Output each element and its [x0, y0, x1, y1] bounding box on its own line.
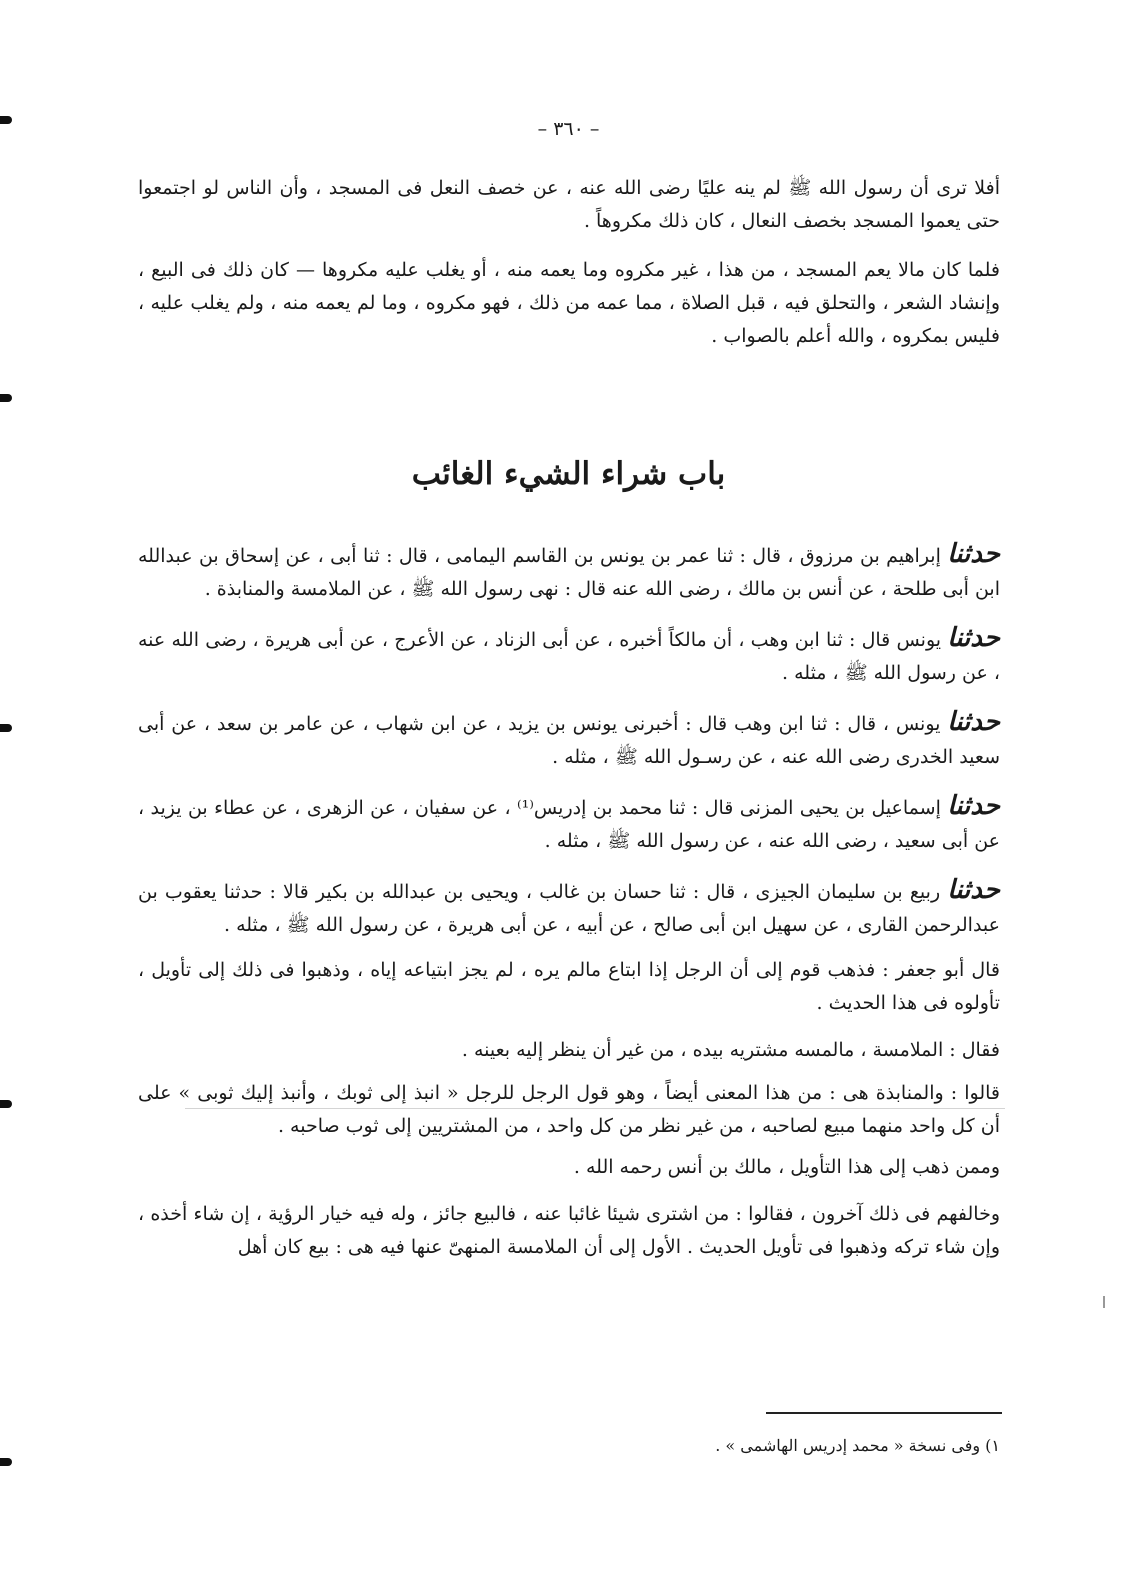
footnote-rule	[766, 1412, 1002, 1414]
hadith-paragraph	[138, 538, 1000, 606]
hadith-paragraph	[138, 874, 1000, 942]
scan-artifact-mark	[1103, 1296, 1105, 1308]
opening-section	[138, 172, 1000, 353]
hadith-text: إسماعيل بن يحيى المزنى قال : ثنا محمد بن إدريس⁽¹⁾ ، عن سفيان ، عن الزهرى ، عن عطاء بن يزيد ، عن أبى سعيد ، رضى الله عنه ، عن رسول الله ﷺ ، مثله .	[138, 797, 1000, 852]
hadith-paragraph	[138, 622, 1000, 690]
hadith-opener: حدثنا	[947, 707, 1000, 737]
paragraph: فلما كان مالا يعم المسجد ، من هذا ، غير مكروه وما يعمه منه ، أو يغلب عليه مكروها — كان ذلك فى البيع ، وإنشاد الشعر ، والتحلق فيه ، قبل الصلاة ، مما عمه من ذلك ، فهو مكروه ، وما لم يعمه منه ، ولم يغلب عليه ، فليس بمكروه ، والله أعلم بالصواب .	[138, 259, 1000, 347]
page-number: – ٣٦٠ –	[537, 118, 600, 140]
hadith-paragraph	[138, 790, 1000, 858]
scan-edge-mark	[0, 1458, 12, 1466]
paragraph: أفلا ترى أن رسول الله ﷺ لم ينه عليًا رضى الله عنه ، عن خصف النعل فى المسجد ، وأن الناس لو اجتمعوا حتى يعموا المسجد بخصف النعال ، كان ذلك مكروهاً .	[138, 177, 1000, 232]
hadith-section	[138, 538, 1000, 1264]
hadith-opener: حدثنا	[947, 539, 1000, 569]
footnote: ١) وفى نسخة « محمد إدريس الهاشمى » .	[715, 1436, 1000, 1455]
scan-edge-mark	[0, 394, 12, 402]
discussion-paragraph: قالوا : والمنابذة هى : من هذا المعنى أيضاً ، وهو قول الرجل للرجل « انبذ إلى ثوبك ، وأنبذ إليك ثوبى » على أن كل واحد منهما مبيع لصاحبه ، من غير نظر من كل واحد ، من المشتريين إلى ثوب صاحبه .	[138, 1082, 1000, 1137]
chapter-title: باب شراء الشيء الغائب	[411, 456, 726, 492]
discussion-paragraph: وممن ذهب إلى هذا التأويل ، مالك بن أنس رحمه الله .	[573, 1156, 1000, 1178]
hadith-text: يونس ، قال : ثنا ابن وهب قال : أخبرنى يونس بن يزيد ، عن ابن شهاب ، عن عامر بن سعد ، عن أبى سعيد الخدرى رضى الله عنه ، عن رسـول الله ﷺ ، مثله .	[138, 713, 1000, 768]
scan-edge-mark	[0, 724, 12, 732]
hadith-opener: حدثنا	[947, 875, 1000, 905]
discussion-paragraph: وخالفهم فى ذلك آخرون ، فقالوا : من اشترى شيئا غائبا عنه ، فالبيع جائز ، وله فيه خيار الرؤية ، إن شاء أخذه ، وإن شاء تركه وذهبوا فى تأويل الحديث . الأول إلى أن الملامسة المنهىّ عنها فيه هى : بيع كان أهل	[138, 1203, 1000, 1258]
hadith-text: يونس قال : ثنا ابن وهب ، أن مالكاً أخبره ، عن أبى الزناد ، عن الأعرج ، عن أبى هريرة ، رضى الله عنه ، عن رسول الله ﷺ ، مثله .	[138, 629, 1000, 684]
hadith-text: ربيع بن سليمان الجيزى ، قال : ثنا حسان بن غالب ، ويحيى بن عبدالله بن بكير قالا : حدثنا يعقوب بن عبدالرحمن القارى ، عن سهيل ابن أبى صالح ، عن أبيه ، عن أبى هريرة ، عن رسول الله ﷺ ، مثله .	[138, 881, 1000, 936]
hadith-text: إبراهيم بن مرزوق ، قال : ثنا عمر بن يونس بن القاسم اليمامى ، قال : ثنا أبى ، عن إسحاق بن عبدالله ابن أبى طلحة ، عن أنس بن مالك ، رضى الله عنه قال : نهى رسول الله ﷺ ، عن الملامسة والمنابذة .	[138, 545, 1000, 600]
scan-edge-mark	[0, 1100, 12, 1108]
discussion-paragraph: فقال : الملامسة ، مالمسه مشتريه بيده ، من غير أن ينظر إليه بعينه .	[461, 1039, 1000, 1061]
hadith-opener: حدثنا	[947, 623, 1000, 653]
discussion-paragraph: قال أبو جعفر : فذهب قوم إلى أن الرجل إذا ابتاع مالم يره ، لم يجز ابتياعه إياه ، وذهبوا فى ذلك إلى تأويل ، تأولوه فى هذا الحديث .	[138, 959, 1000, 1014]
hadith-opener: حدثنا	[947, 791, 1000, 821]
hadith-paragraph	[138, 706, 1000, 774]
scan-artifact-line	[185, 1108, 1005, 1109]
